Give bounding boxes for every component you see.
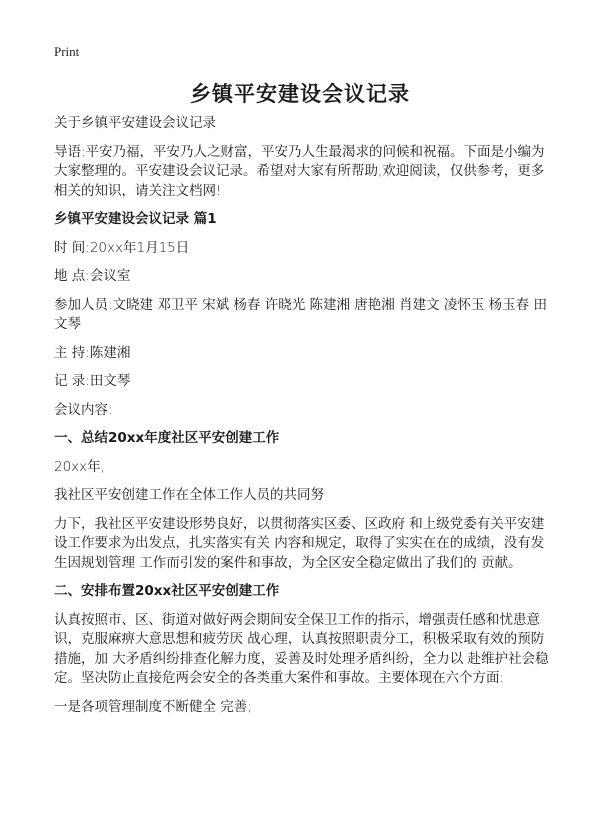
meeting-content-label: 会议内容:	[54, 401, 113, 418]
document-body	[54, 114, 554, 726]
paragraph-2: 力下，我社区平安建设形势良好，以贯彻落实区委、区政府 和上级党委有关平安建设工作要求为出发点，扎实落实有关 内容和规定，取得了实实在在的成绩，没有发生因规划管理 工作而引发的案件和事故，为全区安全稳定做出了我们的 贡献。	[54, 515, 545, 571]
paragraph-3: 认真按照市、区、街道对做好两会期间安全保卫工作的指示，增强责任感和忧患意识，克服麻痹大意思想和疲劳厌 战心理，认真按照职责分工，积极采取有效的预防措施，加 大矛盾纠纷排查化解力度，妥善及时处理矛盾纠纷，全力以 赴维护社会稳定。坚决防止直接危两会安全的各类重大案件和事故。主要体现在六个方面:	[54, 611, 549, 686]
print-link[interactable]: Print	[54, 44, 80, 59]
section-title: 乡镇平安建设会议记录 篇1	[54, 211, 217, 227]
intro-paragraph: 导语:平安乃福，平安乃人之财富，平安乃人生最渴求的问候和祝福。下面是小编为大家整理的。平安建设会议记录。希望对大家有所帮助,欢迎阅读，仅供参考，更多相关的知识，请关注文档网!	[54, 143, 545, 199]
heading-summary: 一、总结20xx年度社区平安创建工作	[54, 430, 280, 446]
heading-arrangement: 二、安排布置20xx社区平安创建工作	[54, 583, 280, 599]
year-line: 20xx年,	[54, 458, 105, 475]
paragraph-1: 我社区平安创建工作在全体工作人员的共同努	[54, 487, 324, 503]
meeting-place: 地 点:会议室	[54, 268, 131, 284]
meeting-time: 时 间:20xx年1月15日	[54, 239, 190, 256]
meeting-attendees: 参加人员:文晓建 邓卫平 宋斌 杨春 许晓光 陈建湘 唐艳湘 肖建文 凌怀玉 杨玉春 田文琴	[54, 296, 547, 332]
paragraph-4: 一是各项管理制度不断健全 完善;	[54, 698, 252, 715]
document-title: 乡镇平安建设会议记录	[190, 81, 410, 106]
document-subtitle: 关于乡镇平安建设会议记录	[54, 115, 216, 131]
meeting-recorder: 记 录:田文琴	[54, 373, 131, 389]
meeting-host: 主 持:陈建湘	[54, 344, 131, 361]
